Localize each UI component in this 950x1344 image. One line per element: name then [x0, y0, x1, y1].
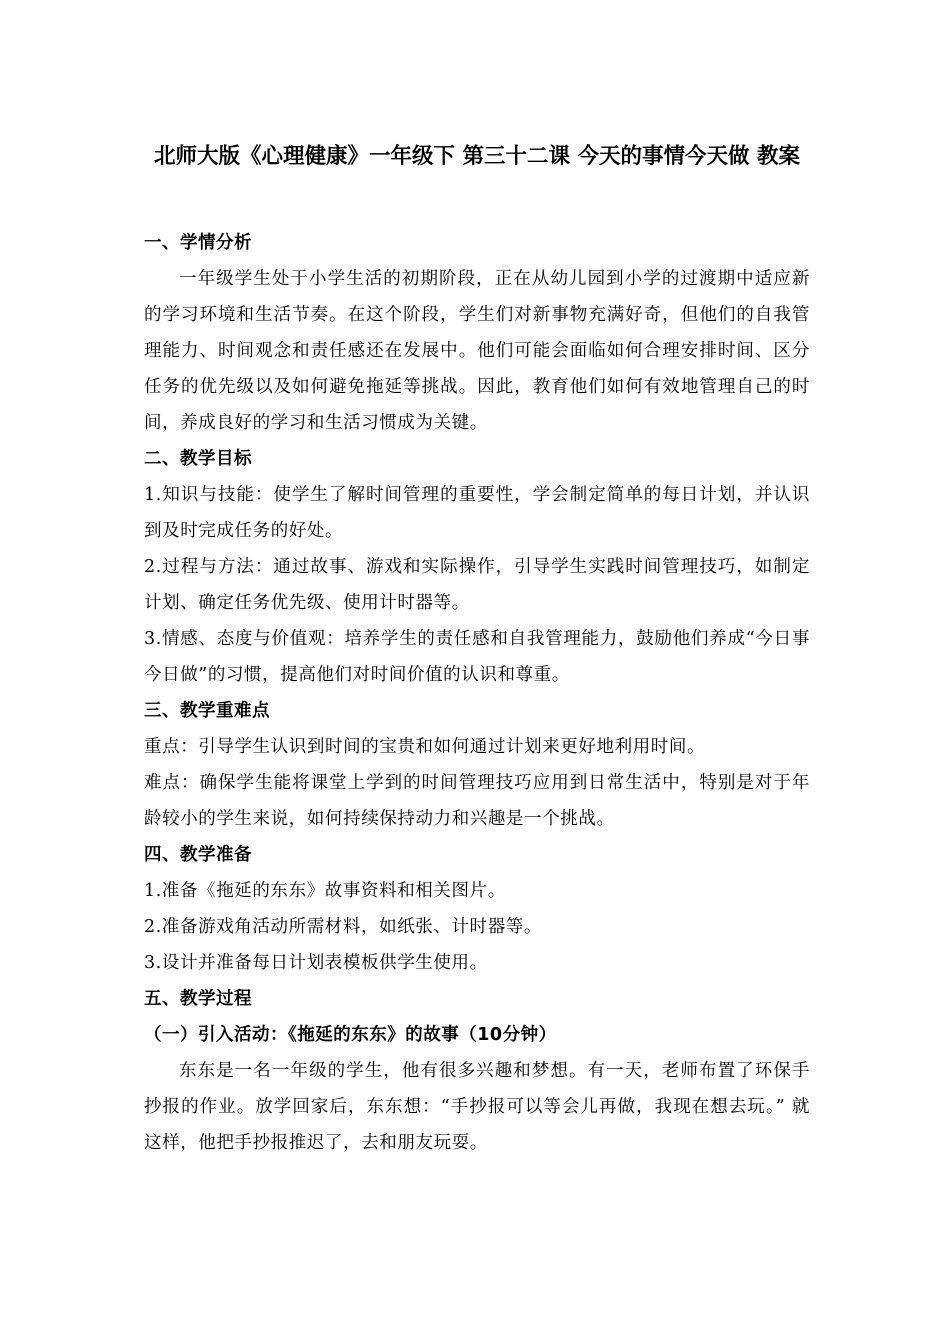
story-paragraph: 东东是一名一年级的学生，他有很多兴趣和梦想。有一天，老师布置了环保手抄报的作业。放学回家后，东东想：“手抄报可以等会儿再做，我现在想去玩。” 就这样，他把手抄报推迟了，去和朋友玩耍。: [144, 1061, 810, 1153]
key-point-paragraph: 重点：引导学生认识到时间的宝贵和如何通过计划来更好地利用时间。: [144, 737, 706, 757]
difficulty-paragraph: 难点：确保学生能将课堂上学到的时间管理技巧应用到日常生活中，特别是对于年龄较小的学生来说，如何持续保持动力和兴趣是一个挑战。: [144, 773, 810, 829]
document-page: [144, 0, 810, 1161]
preparation-item-3: 3.设计并准备每日计划表模板供学生使用。: [144, 953, 488, 973]
objective-item-3: 3.情感、态度与价值观：培养学生的责任感和自我管理能力，鼓励他们养成“今日事今日做”的习惯，提高他们对时间价值的认识和尊重。: [144, 629, 810, 685]
preparation-item-2: 2.准备游戏角活动所需材料，如纸张、计时器等。: [144, 917, 542, 937]
section-heading-key-points: 三、教学重难点: [144, 701, 270, 721]
objective-item-2: 2.过程与方法：通过故事、游戏和实际操作，引导学生实践时间管理技巧，如制定计划、确定任务优先级、使用计时器等。: [144, 557, 810, 613]
preparation-item-1: 1.准备《拖延的东东》故事资料和相关图片。: [144, 881, 506, 901]
section-heading-preparation: 四、教学准备: [144, 845, 252, 865]
document-body: [144, 225, 810, 1161]
objective-item-1: 1.知识与技能：使学生了解时间管理的重要性，学会制定简单的每日计划，并认识到及时完成任务的好处。: [144, 485, 810, 541]
analysis-paragraph: 一年级学生处于小学生活的初期阶段，正在从幼儿园到小学的过渡期中适应新的学习环境和生活节奏。在这个阶段，学生们对新事物充满好奇，但他们的自我管理能力、时间观念和责任感还在发展中。他们可能会面临如何合理安排时间、区分任务的优先级以及如何避免拖延等挑战。因此，教育他们如何有效地管理自己的时间，养成良好的学习和生活习惯成为关键。: [144, 269, 810, 433]
section-heading-objectives: 二、教学目标: [144, 449, 252, 469]
process-subheading-intro: （一）引入活动：《拖延的东东》的故事（10分钟）: [144, 1025, 557, 1045]
section-heading-process: 五、教学过程: [144, 989, 252, 1009]
section-heading-analysis: 一、学情分析: [144, 233, 252, 253]
document-title: 北师大版《心理健康》一年级下 第三十二课 今天的事情今天做 教案: [154, 144, 800, 169]
